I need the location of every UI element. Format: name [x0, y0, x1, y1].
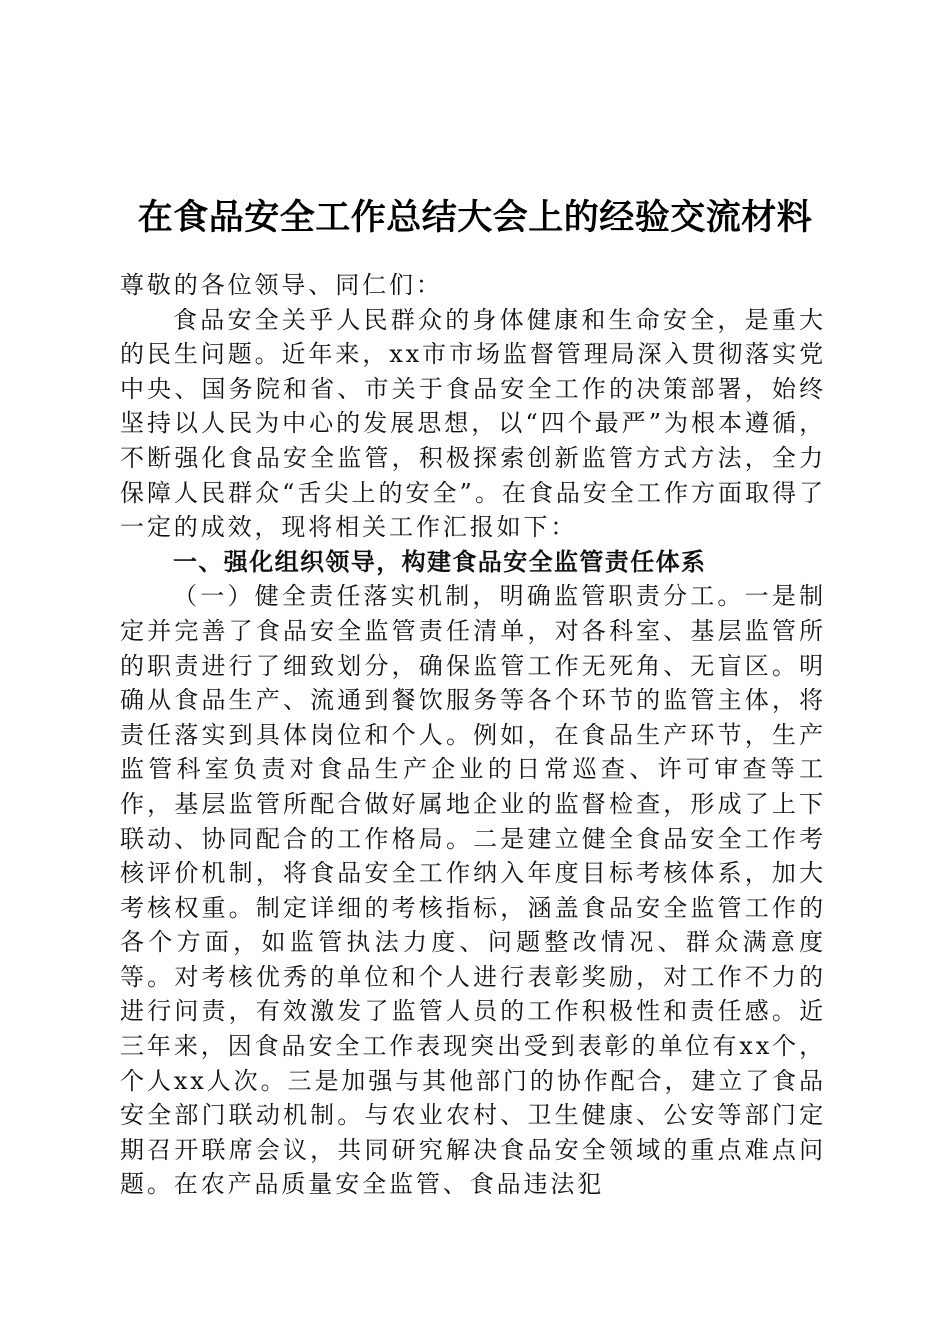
intro-paragraph: 食品安全关乎人民群众的身体健康和生命安全，是重大的民生问题。近年来，xx市市场监督管理局深入贯彻落实党中央、国务院和省、市关于食品安全工作的决策部署，始终坚持以人民为中心的发展思想，以“四个最严”为根本遵循，不断强化食品安全监管，积极探索创新监管方式方法，全力保障人民群众“舌尖上的安全”。在食品安全工作方面取得了一定的成效，现将相关工作汇报如下：	[120, 305, 826, 542]
body-paragraph: （一）健全责任落实机制，明确监管职责分工。一是制定并完善了食品安全监管责任清单，对各科室、基层监管所的职责进行了细致划分，确保监管工作无死角、无盲区。明确从食品生产、流通到餐饮服务等各个环节的监管主体，将责任落实到具体岗位和个人。例如，在食品生产环节，生产监管科室负责对食品生产企业的日常巡查、许可审查等工作，基层监管所配合做好属地企业的监督检查，形成了上下联动、协同配合的工作格局。二是建立健全食品安全工作考核评价机制，将食品安全工作纳入年度目标考核体系，加大考核权重。制定详细的考核指标，涵盖食品安全监管工作的各个方面，如监管执法力度、问题整改情况、群众满意度等。对考核优秀的单位和个人进行表彰奖励，对工作不力的进行问责，有效激发了监管人员的工作积极性和责任感。近三年来，因食品安全工作表现突出受到表彰的单位有xx个，个人xx人次。三是加强与其他部门的协作配合，建立了食品安全部门联动机制。与农业农村、卫生健康、公安等部门定期召开联席会议，共同研究解决食品安全领域的重点难点问题。在农产品质量安全监管、食品违法犯	[120, 582, 826, 1199]
section-heading: 一、强化组织领导，构建食品安全监管责任体系	[173, 547, 707, 576]
salutation: 尊敬的各位领导、同仁们：	[120, 271, 443, 299]
document-body	[120, 268, 826, 1202]
document-title: 在食品安全工作总结大会上的经验交流材料	[137, 197, 813, 238]
